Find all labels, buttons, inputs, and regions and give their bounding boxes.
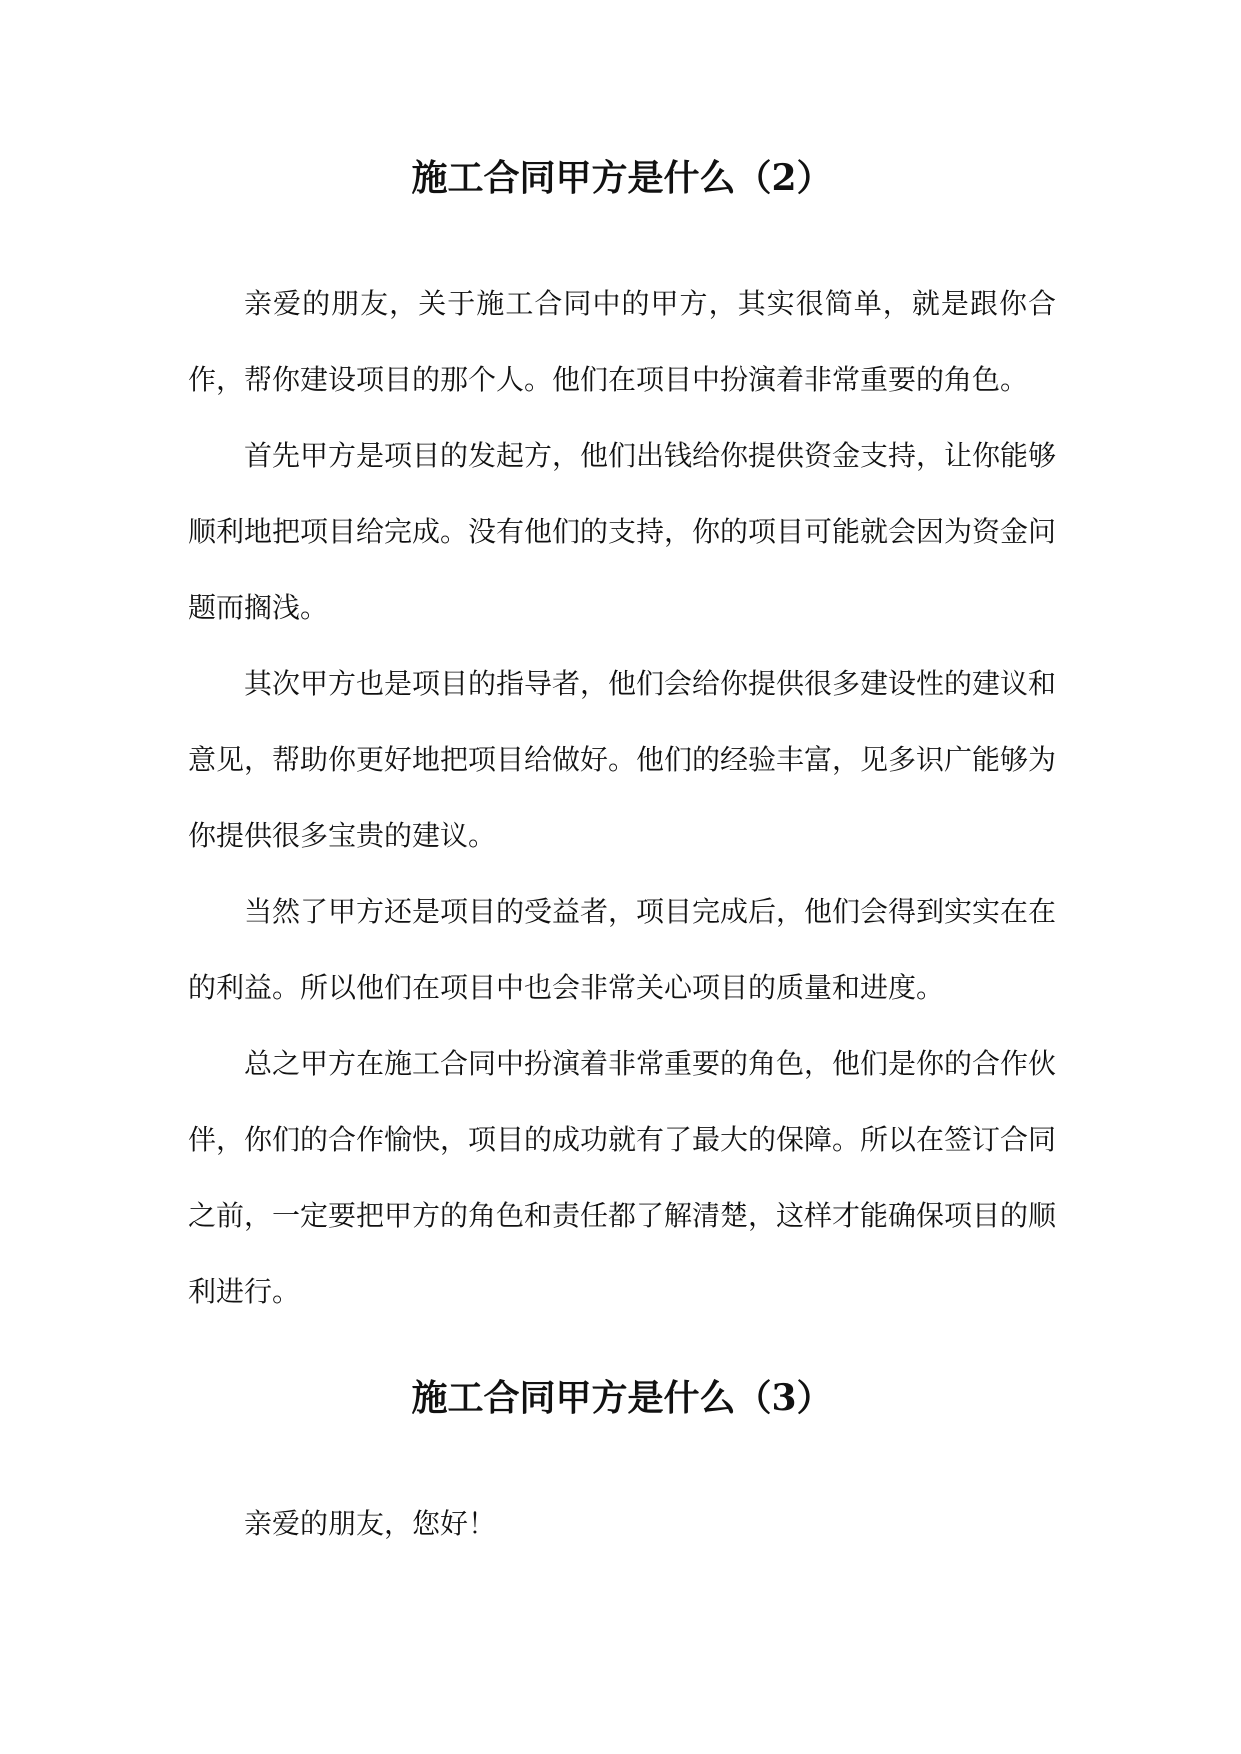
paragraph: 亲爱的朋友，您好！ (244, 1507, 497, 1540)
section-2 (188, 150, 1056, 1330)
section-body (188, 266, 1056, 1330)
paragraph: 首先甲方是项目的发起方，他们出钱给你提供资金支持，让你能够顺利地把项目给完成。没有他们的支持，你的项目可能就会因为资金问题而搁浅。 (188, 439, 1057, 624)
section-body (188, 1486, 1056, 1562)
paragraph: 亲爱的朋友，关于施工合同中的甲方，其实很简单，就是跟你合作，帮你建设项目的那个人。他们在项目中扮演着非常重要的角色。 (188, 287, 1056, 396)
paragraph: 其次甲方也是项目的指导者，他们会给你提供很多建设性的建议和意见，帮助你更好地把项目给做好。他们的经验丰富，见多识广能够为你提供很多宝贵的建议。 (188, 667, 1057, 852)
section-title: 施工合同甲方是什么（2） (411, 157, 833, 199)
paragraph: 总之甲方在施工合同中扮演着非常重要的角色，他们是你的合作伙伴，你们的合作愉快，项目的成功就有了最大的保障。所以在签订合同之前，一定要把甲方的角色和责任都了解清楚，这样才能确保项目的顺利进行。 (188, 1047, 1057, 1308)
section-title: 施工合同甲方是什么（3） (411, 1377, 833, 1419)
section-3 (188, 1370, 1056, 1562)
paragraph: 当然了甲方还是项目的受益者，项目完成后，他们会得到实实在在的利益。所以他们在项目中也会非常关心项目的质量和进度。 (188, 895, 1057, 1004)
